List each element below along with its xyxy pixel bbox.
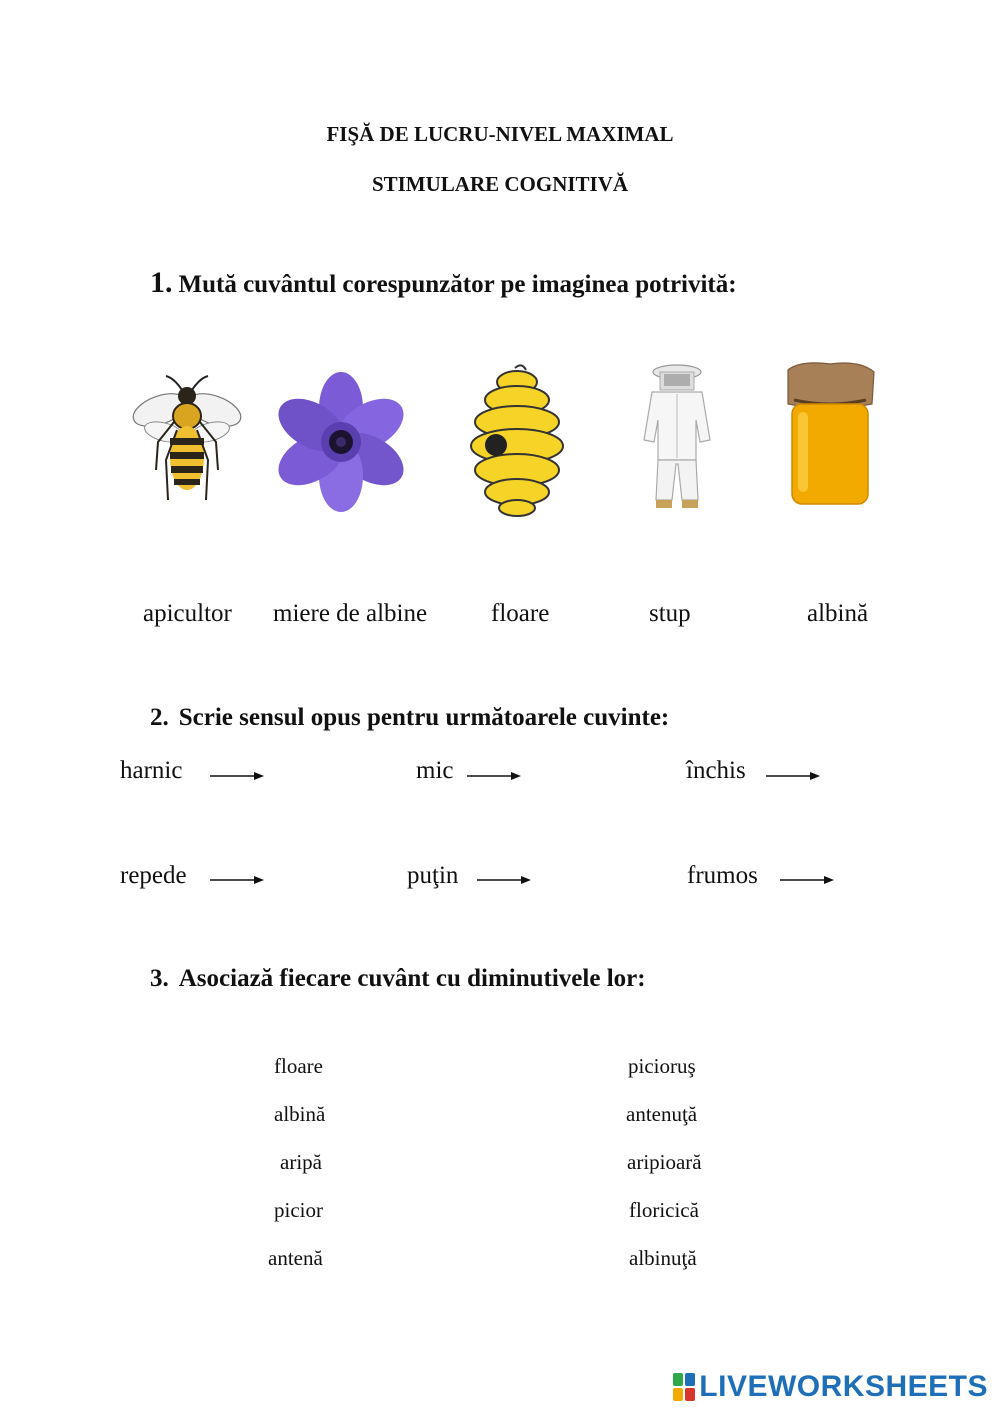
opposite-word-harnic: harnic <box>120 757 183 784</box>
liveworksheets-logo[interactable] <box>673 1370 988 1404</box>
bee-image[interactable] <box>122 360 252 520</box>
exercise-3-heading <box>150 965 646 993</box>
match-right-word[interactable]: albinuţă <box>629 1246 697 1270</box>
word-miere-de-albine[interactable]: miere de albine <box>273 600 428 627</box>
exercise-1-heading <box>150 266 737 300</box>
worksheet-subtitle: STIMULARE COGNITIVĂ <box>371 172 629 196</box>
flower-image[interactable] <box>276 360 406 520</box>
opposite-word-repede: repede <box>120 862 187 889</box>
arrow-icon <box>467 771 522 781</box>
opposite-word-mic: mic <box>416 757 454 784</box>
arrow-icon <box>766 771 821 781</box>
word-floare[interactable]: floare <box>491 600 550 627</box>
honey-jar-image[interactable] <box>780 360 880 520</box>
match-left-word[interactable]: albină <box>274 1102 326 1126</box>
exercise-1-instruction: Mută cuvântul corespunzător pe imaginea potrivită: <box>178 271 737 298</box>
word-stup[interactable]: stup <box>649 600 691 627</box>
worksheet-title: FIŞĂ DE LUCRU-NIVEL MAXIMAL <box>326 122 674 146</box>
match-right-word[interactable]: picioruş <box>628 1054 696 1078</box>
match-right-word[interactable]: floricică <box>629 1198 699 1222</box>
exercise-2-heading <box>150 704 669 732</box>
exercise-3-instruction: Asociază fiecare cuvânt cu diminutivele lor: <box>178 965 646 992</box>
beehive-image[interactable] <box>452 360 582 520</box>
opposite-word-inchis: închis <box>686 757 746 784</box>
opposite-word-putin: puţin <box>407 862 459 889</box>
exercise-2-instruction: Scrie sensul opus pentru următoarele cuvinte: <box>178 704 670 731</box>
liveworksheets-logo-text: LIVEWORKSHEETS <box>699 1370 988 1403</box>
arrow-icon <box>477 875 532 885</box>
exercise-1-number: 1. <box>150 266 173 299</box>
match-right-word[interactable]: antenuţă <box>626 1102 698 1126</box>
match-left-word[interactable]: antenă <box>268 1246 323 1270</box>
word-albina[interactable]: albină <box>807 600 869 627</box>
match-left-word[interactable]: aripă <box>280 1150 322 1174</box>
match-left-word[interactable]: floare <box>274 1054 323 1078</box>
exercise-2-number: 2. <box>150 704 169 731</box>
arrow-icon <box>210 771 265 781</box>
match-left-word[interactable]: picior <box>274 1198 323 1222</box>
opposite-word-frumos: frumos <box>687 862 758 889</box>
match-right-word[interactable]: aripioară <box>627 1150 702 1174</box>
beekeeper-suit-image[interactable] <box>612 360 742 520</box>
word-apicultor[interactable]: apicultor <box>143 600 232 627</box>
arrow-icon <box>780 875 835 885</box>
exercise-3-number: 3. <box>150 965 169 992</box>
liveworksheets-logo-icon <box>673 1373 695 1401</box>
arrow-icon <box>210 875 265 885</box>
